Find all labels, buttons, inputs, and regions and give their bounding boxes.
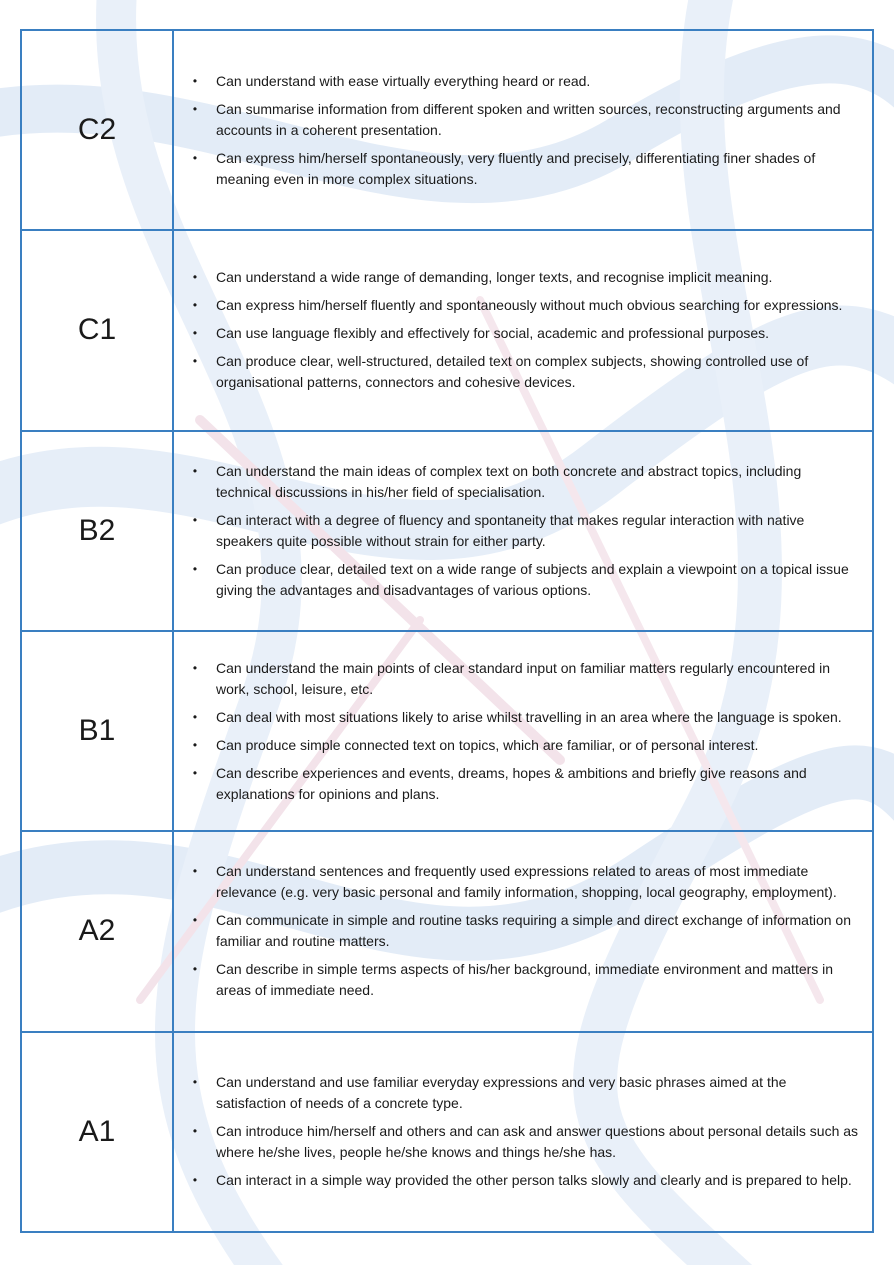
- bullet-icon: •: [192, 561, 198, 576]
- descriptor-text: Can understand a wide range of demanding, longer texts, and recognise implicit meaning.: [216, 269, 773, 286]
- descriptor-text: Can produce simple connected text on topics, which are familiar, or of personal interest.: [216, 736, 759, 753]
- level-row-c1: [22, 231, 872, 431]
- bullet-icon: •: [192, 101, 198, 116]
- descriptor-text: Can understand the main points of clear standard input on familiar matters regularly encountered in work, school, leisure, etc.: [216, 659, 831, 697]
- descriptor-text: Can use language flexibly and effectively for social, academic and professional purposes.: [216, 325, 770, 342]
- descriptor-list: [190, 651, 860, 812]
- bullet-icon: •: [192, 1075, 198, 1090]
- descriptor-text: Can communicate in simple and routine tasks requiring a simple and direct exchange of information on familiar and routine matters.: [216, 912, 852, 950]
- descriptor-list: [190, 260, 860, 400]
- descriptor-text: Can interact in a simple way provided the other person talks slowly and clearly and is prepared to help.: [216, 1172, 852, 1189]
- level-code: B2: [22, 432, 174, 630]
- descriptor-text: Can understand and use familiar everyday expressions and very basic phrases aimed at the satisfaction of needs of a concrete type.: [216, 1074, 787, 1112]
- bullet-icon: •: [192, 354, 198, 369]
- bullet-icon: •: [192, 150, 198, 165]
- descriptor-item: [190, 510, 860, 552]
- cefr-levels-table: [20, 29, 874, 1233]
- bullet-icon: •: [192, 660, 198, 675]
- bullet-icon: •: [192, 737, 198, 752]
- bullet-icon: •: [192, 463, 198, 478]
- descriptor-text: Can introduce him/herself and others and can ask and answer questions about personal details such as where he/she lives, people he/she knows and things he/she has.: [216, 1123, 859, 1161]
- descriptor-text: Can understand sentences and frequently used expressions related to areas of most immediate relevance (e.g. very basic personal and family information, shopping, local geography, employment).: [216, 863, 837, 901]
- descriptor-item: [190, 1072, 860, 1114]
- descriptor-item: [190, 959, 860, 1001]
- descriptor-item: [190, 735, 860, 756]
- bullet-icon: •: [192, 512, 198, 527]
- descriptor-item: [190, 658, 860, 700]
- bullet-icon: •: [192, 1124, 198, 1139]
- descriptor-text: Can understand with ease virtually everything heard or read.: [216, 72, 591, 89]
- descriptor-text: Can describe experiences and events, dreams, hopes & ambitions and briefly give reasons and explanations for opinions and plans.: [216, 764, 807, 802]
- level-row-b2: [22, 432, 872, 632]
- descriptor-item: [190, 148, 860, 190]
- descriptor-text: Can produce clear, well-structured, detailed text on complex subjects, showing controlled use of organisational patterns, connectors and cohesive devices.: [216, 353, 809, 391]
- descriptor-cell: [174, 231, 872, 429]
- descriptor-item: [190, 99, 860, 141]
- descriptor-cell: [174, 432, 872, 630]
- level-code: C2: [22, 31, 174, 229]
- bullet-icon: •: [192, 962, 198, 977]
- descriptor-text: Can interact with a degree of fluency and spontaneity that makes regular interaction with native speakers quite possible without strain for either party.: [216, 511, 805, 549]
- descriptor-list: [190, 854, 860, 1008]
- level-row-b1: [22, 632, 872, 832]
- descriptor-cell: [174, 832, 872, 1030]
- bullet-icon: •: [192, 73, 198, 88]
- bullet-icon: •: [192, 298, 198, 313]
- level-code: A1: [22, 1033, 174, 1231]
- descriptor-text: Can produce clear, detailed text on a wide range of subjects and explain a viewpoint on a topical issue giving the advantages and disadvantages of various options.: [216, 560, 849, 598]
- descriptor-item: [190, 763, 860, 805]
- descriptor-item: [190, 461, 860, 503]
- bullet-icon: •: [192, 709, 198, 724]
- descriptor-item: [190, 267, 860, 288]
- descriptor-item: [190, 707, 860, 728]
- level-row-a2: [22, 832, 872, 1032]
- descriptor-text: Can summarise information from different spoken and written sources, reconstructing arguments and accounts in a coherent presentation.: [216, 100, 841, 138]
- descriptor-item: [190, 910, 860, 952]
- descriptor-item: [190, 1170, 860, 1191]
- bullet-icon: •: [192, 864, 198, 879]
- bullet-icon: •: [192, 326, 198, 341]
- level-code: C1: [22, 231, 174, 429]
- descriptor-list: [190, 1065, 860, 1198]
- bullet-icon: •: [192, 270, 198, 285]
- bullet-icon: •: [192, 913, 198, 928]
- descriptor-item: [190, 559, 860, 601]
- descriptor-item: [190, 861, 860, 903]
- descriptor-text: Can express him/herself fluently and spontaneously without much obvious searching for expressions.: [216, 297, 843, 314]
- bullet-icon: •: [192, 765, 198, 780]
- descriptor-item: [190, 295, 860, 316]
- descriptor-item: [190, 71, 860, 92]
- descriptor-text: Can express him/herself spontaneously, very fluently and precisely, differentiating finer shades of meaning even in more complex situations.: [216, 149, 816, 187]
- descriptor-list: [190, 64, 860, 197]
- descriptor-text: Can deal with most situations likely to arise whilst travelling in an area where the language is spoken.: [216, 708, 842, 725]
- bullet-icon: •: [192, 1173, 198, 1188]
- descriptor-list: [190, 454, 860, 608]
- descriptor-text: Can describe in simple terms aspects of his/her background, immediate environment and matters in areas of immediate need.: [216, 961, 834, 999]
- descriptor-item: [190, 1121, 860, 1163]
- descriptor-item: [190, 351, 860, 393]
- level-code: B1: [22, 632, 174, 830]
- level-row-a1: [22, 1033, 872, 1231]
- descriptor-cell: [174, 1033, 872, 1231]
- descriptor-text: Can understand the main ideas of complex text on both concrete and abstract topics, including technical discussions in his/her field of specialisation.: [216, 462, 802, 500]
- level-row-c2: [22, 31, 872, 231]
- descriptor-cell: [174, 31, 872, 229]
- descriptor-item: [190, 323, 860, 344]
- descriptor-cell: [174, 632, 872, 830]
- level-code: A2: [22, 832, 174, 1030]
